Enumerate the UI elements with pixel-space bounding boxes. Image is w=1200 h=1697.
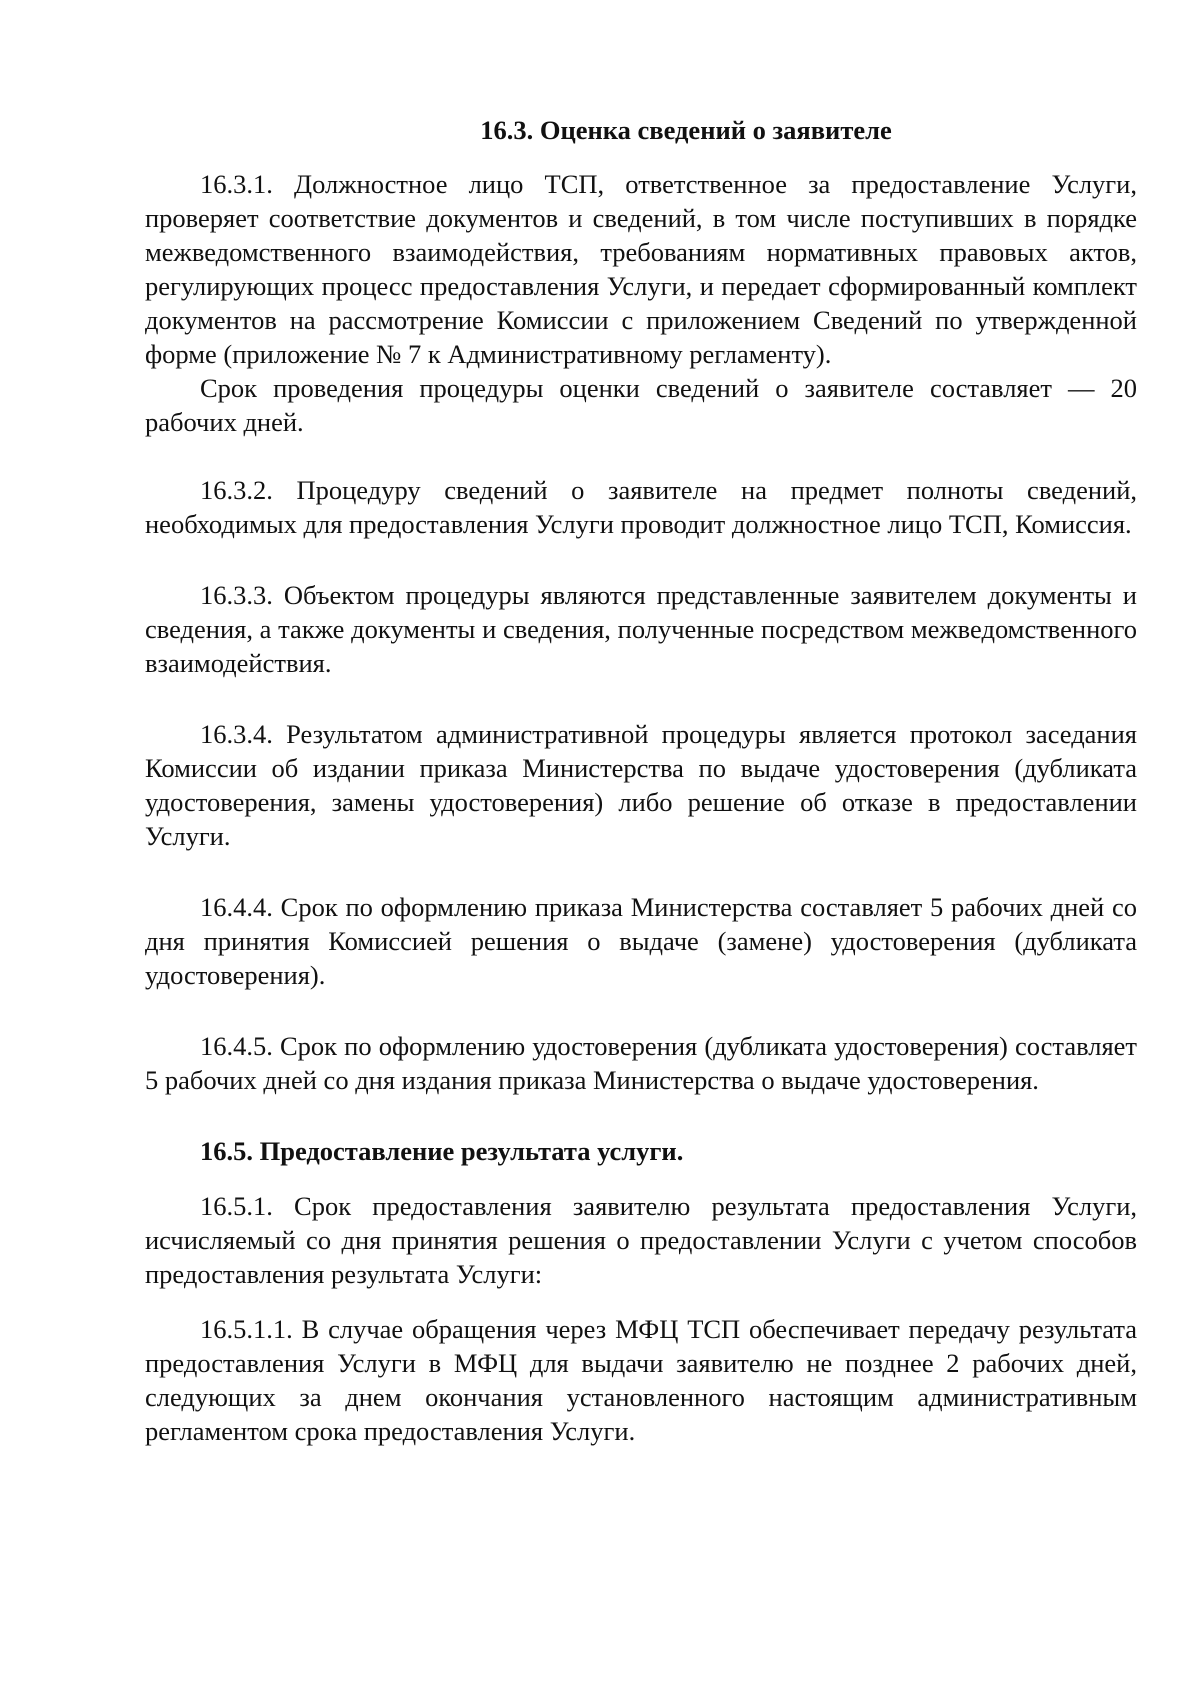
paragraph-term: Срок проведения процедуры оценки сведений о заявителе составляет — 20 рабочих дней. — [145, 373, 1137, 437]
paragraph-16-5-1: 16.5.1. Срок предоставления заявителю результата предоставления Услуги, исчисляемый со дня принятия решения о предоставлении Услуги с учетом способов предоставления результата Услуги: — [145, 1191, 1137, 1289]
section-heading-16-5: 16.5. Предоставление результата услуги. — [200, 1136, 684, 1166]
section-heading-16-3: 16.3. Оценка сведений о заявителе — [480, 115, 892, 145]
paragraph-16-4-5: 16.4.5. Срок по оформлению удостоверения (дубликата удостоверения) составляет 5 рабочих дней со дня издания приказа Министерства о выдаче удостоверения. — [145, 1031, 1137, 1095]
paragraph-16-3-1: 16.3.1. Должностное лицо ТСП, ответственное за предоставление Услуги, проверяет соответствие документов и сведений, в том числе поступивших в порядке межведомственного взаимодействия, требованиям нормативных правовых актов, регулирующих процесс предоставления Услуги, и передает сформированный комплект документов на рассмотрение Комиссии с приложением Сведений по утвержденной форме (приложение № 7 к Административному регламенту). — [145, 169, 1137, 369]
paragraph-16-3-3: 16.3.3. Объектом процедуры являются представленные заявителем документы и сведения, а также документы и сведения, полученные посредством межведомственного взаимодействия. — [145, 580, 1137, 678]
document-body — [145, 113, 1137, 1448]
paragraph-16-3-2: 16.3.2. Процедуру сведений о заявителе на предмет полноты сведений, необходимых для предоставления Услуги проводит должностное лицо ТСП, Комиссия. — [145, 475, 1137, 539]
paragraph-16-4-4: 16.4.4. Срок по оформлению приказа Министерства составляет 5 рабочих дней со дня принятия Комиссией решения о выдаче (замене) удостоверения (дубликата удостоверения). — [145, 892, 1137, 990]
paragraph-16-5-1-1: 16.5.1.1. В случае обращения через МФЦ ТСП обеспечивает передачу результата предоставления Услуги в МФЦ для выдачи заявителю не позднее 2 рабочих дней, следующих за днем окончания установленного настоящим административным регламентом срока предоставления Услуги. — [145, 1314, 1137, 1446]
paragraph-16-3-4: 16.3.4. Результатом административной процедуры является протокол заседания Комиссии об издании приказа Министерства по выдаче удостоверения (дубликата удостоверения, замены удостоверения) либо решение об отказе в предоставлении Услуги. — [145, 719, 1137, 851]
